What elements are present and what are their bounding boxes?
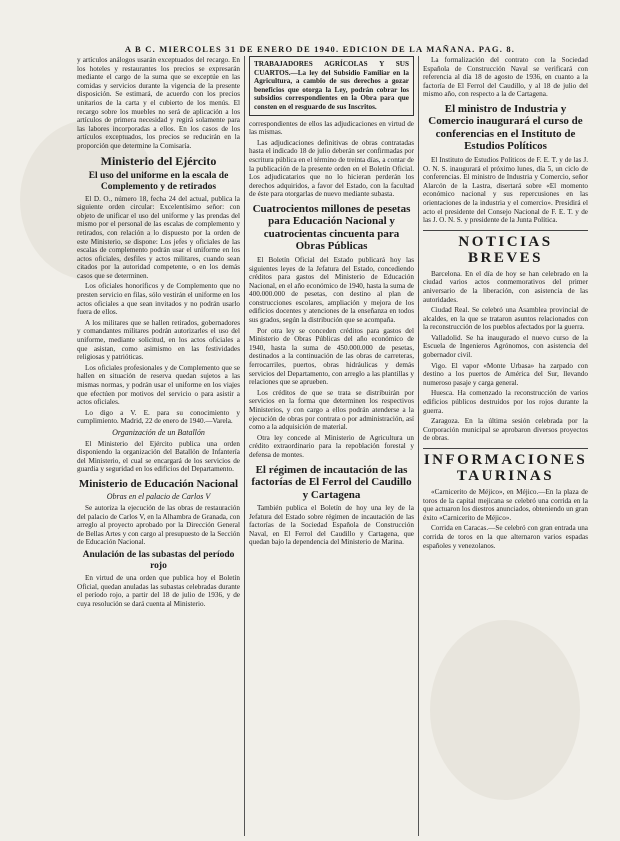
- running-head: A B C. MIERCOLES 31 DE ENERO DE 1940. EDICION DE LA MAÑANA. PAG. 8.: [124, 44, 516, 54]
- news-item: Ciudad Real. Se celebró una Asamblea provincial de alcaldes, en la que se trataron asuntos relacionados con la reconstrucción de los pueblos afectados por la guerra.: [423, 306, 588, 332]
- article-text: El Instituto de Estudios Políticos de F. E. T. y de las J. O. N. S. inaugurará el próximo lunes, día 5, un ciclo de conferencias. El ministro de Industria y Comercio, señor Alarcón de la Lastra, disertará sobre «El momento económico nacional y sus repercusiones en las orientaciones de la industria y el comercio». Presidirá el acto el presidente del Consejo Nacional de F. E. T. y de las J. O. N. S. y presidente de la Junta Política.: [423, 155, 588, 225]
- article-text: «Carnicerito de Méjico», en Méjico.—En la plaza de toros de la capital mejicana se celebró una corrida en la que actuaron los diestros anunciados, obteniendo un gran éxito «Carnicerito de Méjico».: [423, 488, 588, 522]
- article-signature: Lo digo a V. E. para su conocimiento y cumplimiento. Madrid, 22 de enero de 1940.—Varela.: [77, 408, 240, 426]
- article-title: El uso del uniforme en la escala de Complemento y de retirados: [88, 170, 229, 192]
- section-heading: Ministerio de Educación Nacional: [78, 477, 239, 490]
- news-item: Vigo. El vapor «Monte Urbasa» ha zarpado con destino a los puertos de América del Sur, llevando numeroso pasaje y carga general.: [423, 361, 588, 387]
- column-1: [77, 56, 240, 836]
- article-text: El Ministerio del Ejército publica una orden disponiendo la organización del Batallón de Infantería del Ministerio, el cual se encargará de los servicios de guardia y seguridad en los edificios del Departamento.: [77, 439, 240, 474]
- news-item: Valladolid. Se ha inaugurado el nuevo curso de la Escuela de Ingenieros Agrónomos, con asistencia del gobernador civil.: [423, 333, 588, 360]
- section-heading: NOTICIAS BREVES: [423, 230, 588, 266]
- column-rule: [418, 56, 419, 836]
- article-text: La formalización del contrato con la Sociedad Española de Construcción Naval se verificará con referencia al día 18 de agosto de 1936, en cuanto a la factoría de El Ferrol del Caudillo, y al 18 de julio del mismo año, con respecto a la de Cartagena.: [423, 56, 588, 99]
- section-heading: Ministerio del Ejército: [100, 153, 217, 168]
- article-text: correspondientes de ellos las adjudicaciones en virtud de las mismas.: [249, 119, 414, 137]
- article-text: El Boletín Oficial del Estado publicará hoy las siguientes leyes de la Jefatura del Estado, concediendo créditos para gastos del Ministerio de Educación Nacional, en el año económico de 1940, hasta la suma de 400.000.000 de pesetas, con destino al plan de construcciones escolares, ampliación y mejora de los edificios docentes y atenciones de la enseñanza en todos sus grados, según la distribución que se acompaña.: [249, 255, 414, 325]
- column-2: [249, 56, 414, 836]
- article-text: Otra ley concede al Ministerio de Agricultura un crédito extraordinario para la repoblación forestal y defensa de montes.: [249, 433, 414, 459]
- article-text: Por otra ley se conceden créditos para gastos del Ministerio de Obras Públicas del año económico de 1940, hasta la suma de 450.000.000 de pesetas, destinados a la continuación de las obras de carreteras, ferrocarriles, puertos, obras hidráulicas y demás servicios del Departamento, con arreglo a las plantillas y relaciones que se aprueben.: [249, 326, 414, 387]
- section-heading: INFORMACIONES TAURINAS: [423, 448, 588, 484]
- news-item: Zaragoza. En la última sesión celebrada por la Corporación municipal se aprobaron diversos proyectos de obras.: [423, 417, 588, 443]
- article-text: En virtud de una orden que publica hoy el Boletín Oficial, quedan anuladas las subastas celebradas durante el período rojo, a partir del 18 de julio de 1936, y de cuya resolución se dará cuenta al Ministerio.: [77, 574, 240, 608]
- column-3: [423, 56, 588, 836]
- article-title: Anulación de las subastas del período rojo: [82, 550, 235, 571]
- article-text: Se autoriza la ejecución de las obras de restauración del palacio de Carlos V, en la Alhambra de Granada, con arreglo al proyecto aprobado por la Dirección General de Bellas Artes y con cargo al presupuesto de la Sección de Educación Nacional.: [77, 504, 240, 547]
- article-subtitle: Obras en el palacio de Carlos V: [106, 492, 211, 502]
- article-subtitle: Organización de un Batallón: [112, 427, 205, 437]
- news-item: Huesca. Ha comenzado la reconstrucción de varios edificios públicos destruidos por los rojos durante la guerra.: [423, 389, 588, 415]
- article-text: Los oficiales profesionales y de Complemento que se hallen en situación de reserva quedan sujetos a las mismas normas, y podrán usar el uniforme en los viajes que efectúen por motivos del servicio o para asistir a actos oficiales.: [77, 363, 240, 407]
- boxed-notice: TRABAJADORES AGRÍCOLAS Y SUS CUARTOS.—La ley del Subsidio Familiar en la Agricultura, a cambio de sus derechos a gozar beneficios que otorga la Ley, podrán cobrar los subsidios correspondientes en la Obra para que consten en el resguardo de sus Inscritos.: [249, 56, 414, 116]
- article-text: También publica el Boletín de hoy una ley de la Jefatura del Estado sobre régimen de incautación de las factorías de la Sociedad Española de Construcción Naval, en El Ferrol del Caudillo y Cartagena, que quedan bajo la dependencia del Ministerio de Marina.: [249, 504, 414, 547]
- article-text: A los militares que se hallen retirados, gobernadores y comandantes militares podrán autorizarles el uso del uniforme, mediante solicitud, en los actos oficiales a que asistan, como asimismo en las festividades religiosas y patrióticas.: [77, 318, 240, 362]
- article-text: y artículos análogos usarán exceptuados del recargo. En los hoteles y restaurantes los precios se expresarán mediante el cargo de la suma que se exceptúe en las comidas y servicios durante la vigencia de la presente disposición. Se estimará, de acuerdo con los precios unitarios de la carta y el cubierto de los menús. El recargo sobre los muebles no será de aplicación a los artículos de primera necesidad y regirá solamente para las labores incorporadas a ellos. En los casos de los artículos exceptuados, los precios se reducirán en la proporción que determine la Comisaría.: [77, 56, 240, 150]
- article-text: El D. O., número 18, fecha 24 del actual, publica la siguiente orden circular: Excelentísimo señor: con objeto de unificar el uso del uniforme y las prendas del mismo por el personal de las escalas de complemento y retirados, con relación a lo dispuesto por la orden de este Ministerio, se dispone: Los jefes y oficiales de las escalas de complemento podrán usar el uniforme en los actos oficiales, desfiles y actos militares, cuando sean citados por la autoridad competente, o en los demás casos que se determinen.: [77, 194, 240, 280]
- column-rule: [244, 56, 245, 836]
- article-text: Los oficiales honoríficos y de Complemento que no presten servicio en filas, sólo vestirán el uniforme en los actos oficiales a que sean invitados y no podrán usarlo fuera de ellos.: [77, 282, 240, 317]
- article-text: Las adjudicaciones definitivas de obras contratadas hasta el indicado 18 de julio deberán ser confirmadas por escritura pública en el término de treinta días, a contar de la publicación de la presente orden en el Boletín Oficial. Los adjudicatarios que no lo hicieran perderán los derechos adquiridos, a favor del Estado, con la facultad de éste para otorgarlas de nuevo mediante subasta.: [249, 138, 414, 199]
- article-text: Corrida en Caracas.—Se celebró con gran entrada una corrida de toros en la que alternaron varios espadas españoles y venezolanos.: [423, 524, 588, 550]
- article-title: El régimen de incautación de las factorías de El Ferrol del Caudillo y Cartagena: [251, 463, 412, 501]
- article-title: Cuatrocientos millones de pesetas para Educación Nacional y cuatrocientas cincuenta para Obras Públicas: [252, 202, 411, 253]
- news-item: Barcelona. En el día de hoy se han celebrado en la ciudad varios actos conmemorativos del primer aniversario de la liberación, con asistencia de las autoridades.: [423, 269, 588, 304]
- article-text: Los créditos de que se trata se distribuirán por servicios en la forma que determinen los respectivos Ministerios, y con cargo a ellos podrán atenderse a la ejecución de obras por contrata o por administración, así como a la adquisición de material.: [249, 388, 414, 432]
- article-title: El ministro de Industria y Comercio inaugurará el curso de conferencias en el Instituto de Estudios Políticos: [428, 102, 583, 153]
